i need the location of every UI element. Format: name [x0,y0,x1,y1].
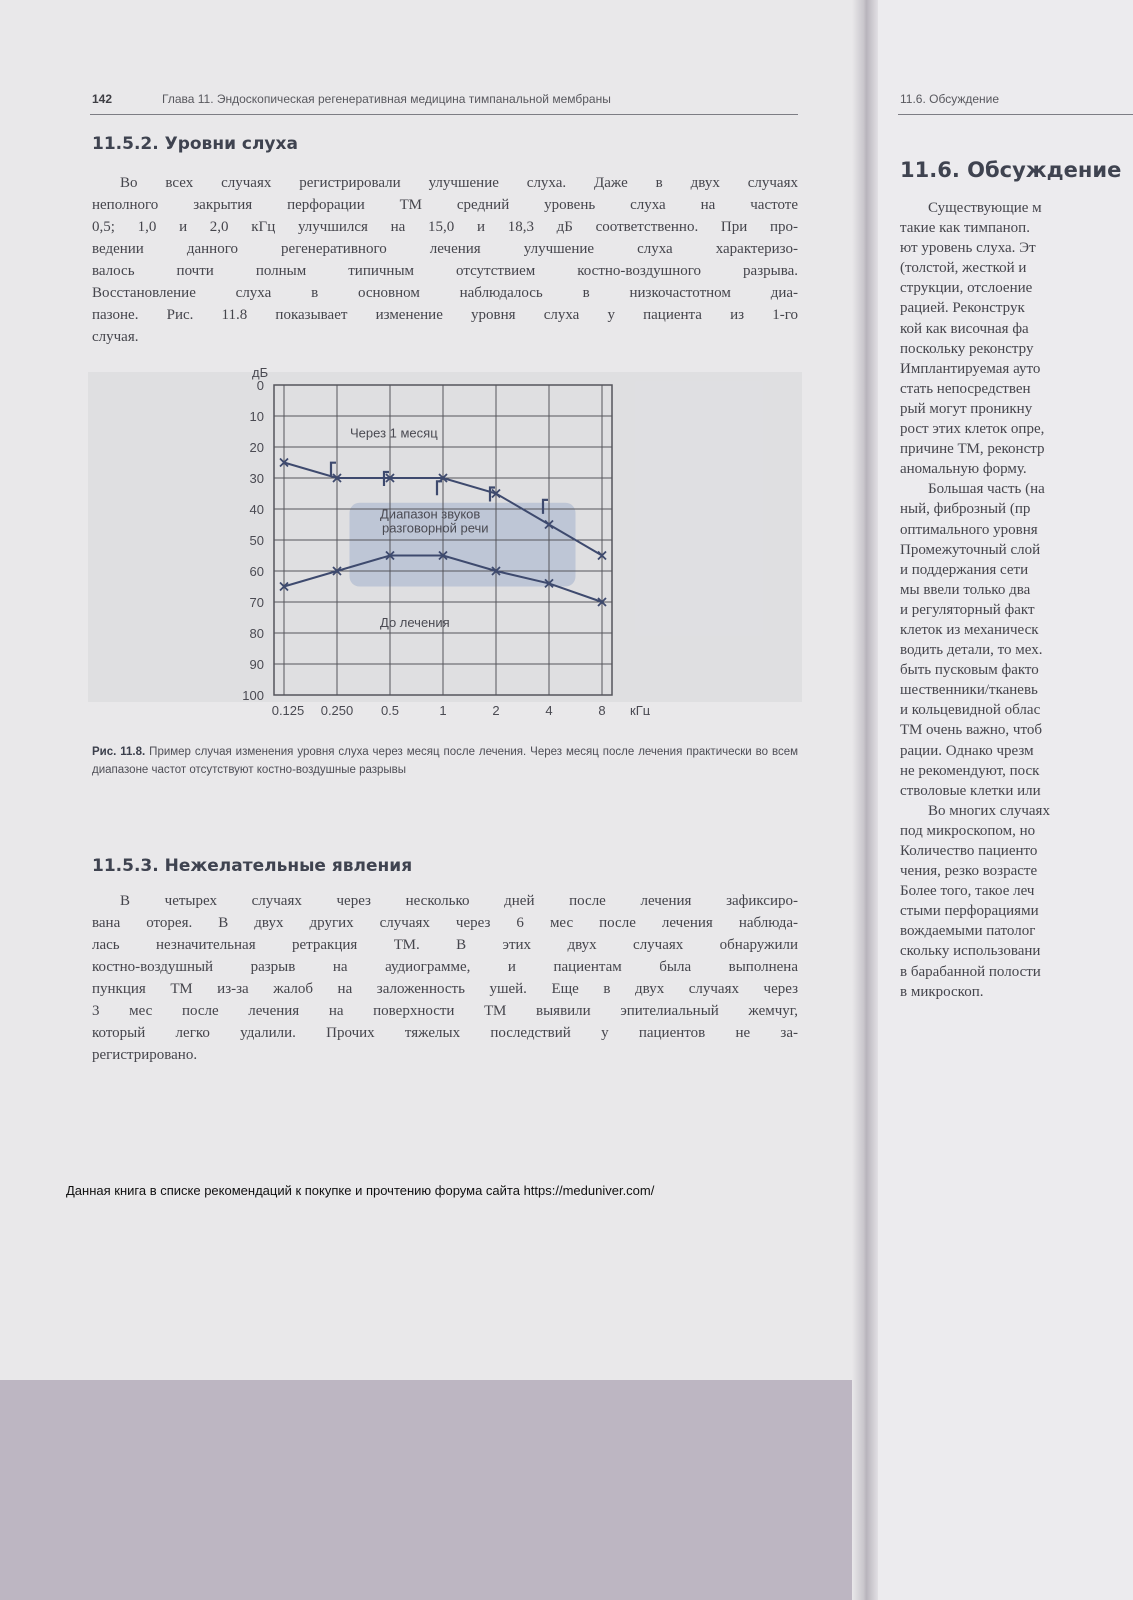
text-line: рацией. Реконструк [900,300,1025,317]
y-tick-label: 10 [249,409,264,424]
text-line: скольку использовани [900,943,1041,960]
header-rule [90,114,798,115]
header-rule-right [898,114,1133,115]
text-line: Имплантируемая ауто [900,360,1041,377]
text-line: ведении данного регенеративного лечения улучшение слуха характеризо- [92,241,798,257]
text-line: Во всех случаях регистрировали улучшение слуха. Даже в двух случаях [120,175,798,191]
text-line: рый могут проникну [900,400,1033,417]
text-line: валось почти полным типичным отсутствием костно-воздушного разрыва. [92,263,798,279]
y-axis-label: дБ [252,365,269,380]
section-adverse-events-text [92,890,798,1066]
text-line: пункция ТМ из-за жалоб на заложенность ушей. Еще в двух случаях через [92,981,798,997]
text-line: в микроскоп. [900,983,984,1000]
text-line: вождаемыми патолог [900,923,1036,940]
text-line: под микроскопом, но [900,822,1036,839]
text-line: клеток из механическ [900,621,1039,638]
x-tick-label: 0,125 [271,703,305,715]
text-line: лась незначительная ретракция ТМ. В этих двух случаях обнаружили [92,937,798,953]
text-line: неполного закрытия перфорации ТМ средний уровень слуха на частоте [92,197,798,213]
x-tick-label: 1 [439,703,447,715]
text-line: стыми перфорациями [900,903,1039,920]
speech-region-label: Диапазон звуков [380,506,481,522]
running-head-left: Глава 11. Эндоскопическая регенеративная медицина тимпанальной мембраны [162,92,611,106]
x-tick-label: 0,250 [320,703,354,715]
text-line: аномальную форму. [900,461,1027,478]
y-tick-label: 20 [249,440,264,455]
text-line: мы ввели только два [900,581,1031,598]
text-line: вана оторея. В двух других случаях через 6 мес после лечения наблюда- [92,915,798,931]
text-line: рост этих клеток опре, [900,421,1045,438]
y-tick-label: 40 [249,502,264,517]
text-line: (толстой, жесткой и [900,260,1027,277]
text-line: быть пусковым факто [900,662,1039,679]
text-line: Существующие м [928,200,1042,216]
text-line: случая. [92,329,139,345]
text-line: струкции, отслоение [900,280,1033,297]
text-line: пазоне. Рис. 11.8 показывает изменение уровня слуха у пациента из 1-го [92,307,798,323]
x-tick-label: 0,5 [380,703,400,715]
y-tick-label: 50 [249,533,264,548]
figure-label: Рис. 11.8. [92,746,146,758]
y-tick-label: 0 [256,378,264,393]
running-head-right: 11.6. Обсуждение [900,92,1000,106]
section-hearing-levels-text [92,172,798,348]
text-line: Большая часть (на [928,481,1045,498]
section-discussion-text [900,198,1133,1002]
series-label-after: Через 1 месяц [350,425,438,441]
text-line: Более того, такое леч [900,883,1035,900]
text-line: Промежуточный слой [900,541,1041,558]
text-line: в барабанной полости [900,963,1041,980]
figure-caption [92,743,798,779]
text-line: регистрировано. [92,1047,198,1063]
y-tick-label: 60 [249,564,264,579]
text-line: ный, фиброзный (пр [900,501,1031,518]
text-line: рации. Однако чрезм [900,742,1034,759]
y-tick-label: 90 [249,657,264,672]
text-line: Во многих случаях [928,802,1050,819]
bone-conduction-mark [437,481,442,495]
text-line: и поддержания сети [900,561,1029,578]
text-line: стволовые клетки или [900,782,1041,799]
y-tick-label: 80 [249,626,264,641]
series-label-before: До лечения [380,614,450,630]
text-line: Восстановление слуха в основном наблюдалось в низкочастотном диа- [92,285,798,301]
text-line: В четырех случаях через несколько дней после лечения зафиксиро- [120,893,798,909]
text-line: не рекомендуют, поск [900,762,1040,779]
text-line: такие как тимпаноп. [900,220,1030,237]
text-line: кой как височная фа [900,320,1029,337]
text-line: поскольку реконстру [900,340,1034,357]
footer-note: Данная книга в списке рекомендаций к покупке и прочтению форума сайта https://meduniver.com/ [66,1183,655,1198]
speech-region-label: разговорной речи [382,520,489,536]
text-line: чения, резко возрасте [900,863,1038,880]
text-line: водить детали, то мех. [900,642,1043,659]
text-line: ТМ очень важно, чтоб [900,722,1042,739]
audiogram-chart [232,355,662,715]
x-tick-label: 4 [545,703,553,715]
text-line: шественники/тканевь [900,682,1038,699]
text-line: который легко удалили. Прочих тяжелых последствий у пациентов не за- [92,1025,798,1041]
text-line: стать непосредствен [900,380,1031,397]
section-title-adverse-events: 11.5.3. Нежелательные явления [92,856,413,876]
text-line: Количество пациенто [900,843,1038,859]
y-tick-label: 70 [249,595,264,610]
text-line: ют уровень слуха. Эт [900,240,1036,257]
x-tick-label: 8 [598,703,606,715]
figure-caption-text: Пример случая изменения уровня слуха через месяц после лечения. Через месяц после лечения практически во всем диапазоне частот отсутствуют костно-воздушные разрывы [92,746,798,776]
text-line: оптимального уровня [900,521,1038,538]
section-title-hearing-levels: 11.5.2. Уровни слуха [92,134,298,154]
text-line: костно-воздушный разрыв на аудиограмме, и пациентам была выполнена [92,959,798,975]
section-title-discussion: 11.6. Обсуждение [900,158,1122,182]
text-line: и кольцевидной облас [900,702,1041,719]
audiogram-svg [232,355,662,715]
book-gutter [852,0,878,1600]
text-line: и регуляторный факт [900,601,1035,618]
text-line: 3 мес после лечения на поверхности ТМ выявили эпителиальный жемчуг, [92,1003,798,1019]
x-tick-label: 2 [492,703,500,715]
text-line: 0,5; 1,0 и 2,0 кГц улучшился на 15,0 и 18,3 дБ соответственно. При про- [92,219,798,235]
x-axis-label: кГц [630,703,651,715]
y-tick-label: 100 [242,688,264,703]
y-tick-label: 30 [249,471,264,486]
text-line: причине ТМ, реконстр [900,441,1045,458]
page-number: 142 [92,92,113,106]
